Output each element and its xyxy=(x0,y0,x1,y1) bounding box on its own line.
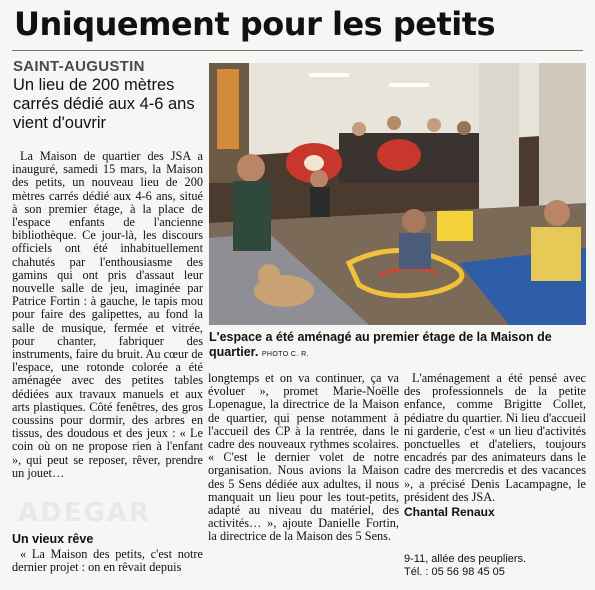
article-paragraph: La Maison de quartier des JSA a inauguré, samedi 15 mars, la Maison des petits, un nouveau lieu de 200 mètres carrés dédié aux 4-6 ans, situé à son premier étage, à la place de l'espace enfants de l'ancienne bibliothèque. Ce jour-là, les discours officiels ont été inhabituellement chahutés par l'enthousiasme des gamins qui ont pris d'assaut leur nouvelle salle de jeu, imaginée par Patrice Fortin : à gauche, le tapis mou pour faire des galipettes, au fond la salle de musique, fermée et vitrée, pour chanter, fabriquer des instruments, faire du bruit. Au cœur de l'espace, une rotonde colorée a été aménagée avec des petites tables dédiées aux travaux manuels et aux arts plastiques. Côté fenêtres, des gros coussins pour dormir, des arbres en tissus, des doudous et des jeux : « Le coin où on ne propose rien à l'enfant », qui peut se reposer, rêver, prendre un jouet… xyxy=(12,149,203,480)
caption-text: L'espace a été aménagé au premier étage de la Maison de quartier. xyxy=(209,330,552,359)
article-paragraph: « La Maison des petits, c'est notre dernier projet : on en rêvait depuis xyxy=(12,547,203,575)
phone-line: Tél. : 05 56 98 45 05 xyxy=(404,566,505,578)
article-paragraph: longtemps et on va continuer, ça va évoluer », promet Marie-Noëlle Lopenague, la directrice de la Maison de quartier, qui pense notamment à l'accueil des CP à la rentrée, dans le cadre des nouveaux rythmes scolaires. « C'est le dernier volet de notre organisation. Nous avions la Maison des 5 Sens dédiée aux adultes, il nous manquait un lieu pour les tout-petits, adapté au niveau du matériel, des activités… », ajoute Danielle Fortin, la directrice de la Maison des 5 Sens. xyxy=(208,371,399,544)
address-block xyxy=(404,553,526,579)
photo-credit: PHOTO C. R. xyxy=(261,351,309,358)
address-line: 9-11, allée des peupliers. xyxy=(404,553,527,565)
author-byline: Chantal Renaux xyxy=(404,505,495,520)
article-column-3 xyxy=(404,372,586,519)
article-column-1 xyxy=(12,150,203,480)
article-column-1-end xyxy=(12,548,203,574)
playroom-photo-illustration xyxy=(209,63,586,325)
photo-caption xyxy=(209,330,586,362)
section-subtitle: Un vieux rêve xyxy=(12,532,94,546)
article-photo xyxy=(209,63,586,325)
background-watermark: ADEGAR xyxy=(18,498,151,528)
article-paragraph: L'aménagement a été pensé avec des professionnels de la petite enfance, comme Brigitte Collet, pédiatre du quartier. Ni lieu d'accueil ni garderie, c'est « un lieu d'activités ponctuelles et d'ateliers, toujours encadrés par des animateurs dans le cadre des mercredis et des vacances », a précisé Denis Lacampagne, le président des JSA. xyxy=(404,371,586,504)
headline: Uniquement pour les petits xyxy=(14,5,496,43)
headline-rule xyxy=(12,50,583,51)
article-column-2 xyxy=(208,372,399,544)
subhead: Un lieu de 200 mètres carrés dédié aux 4-6 ans vient d'ouvrir xyxy=(13,76,195,132)
kicker: SAINT-AUGUSTIN xyxy=(13,58,145,75)
